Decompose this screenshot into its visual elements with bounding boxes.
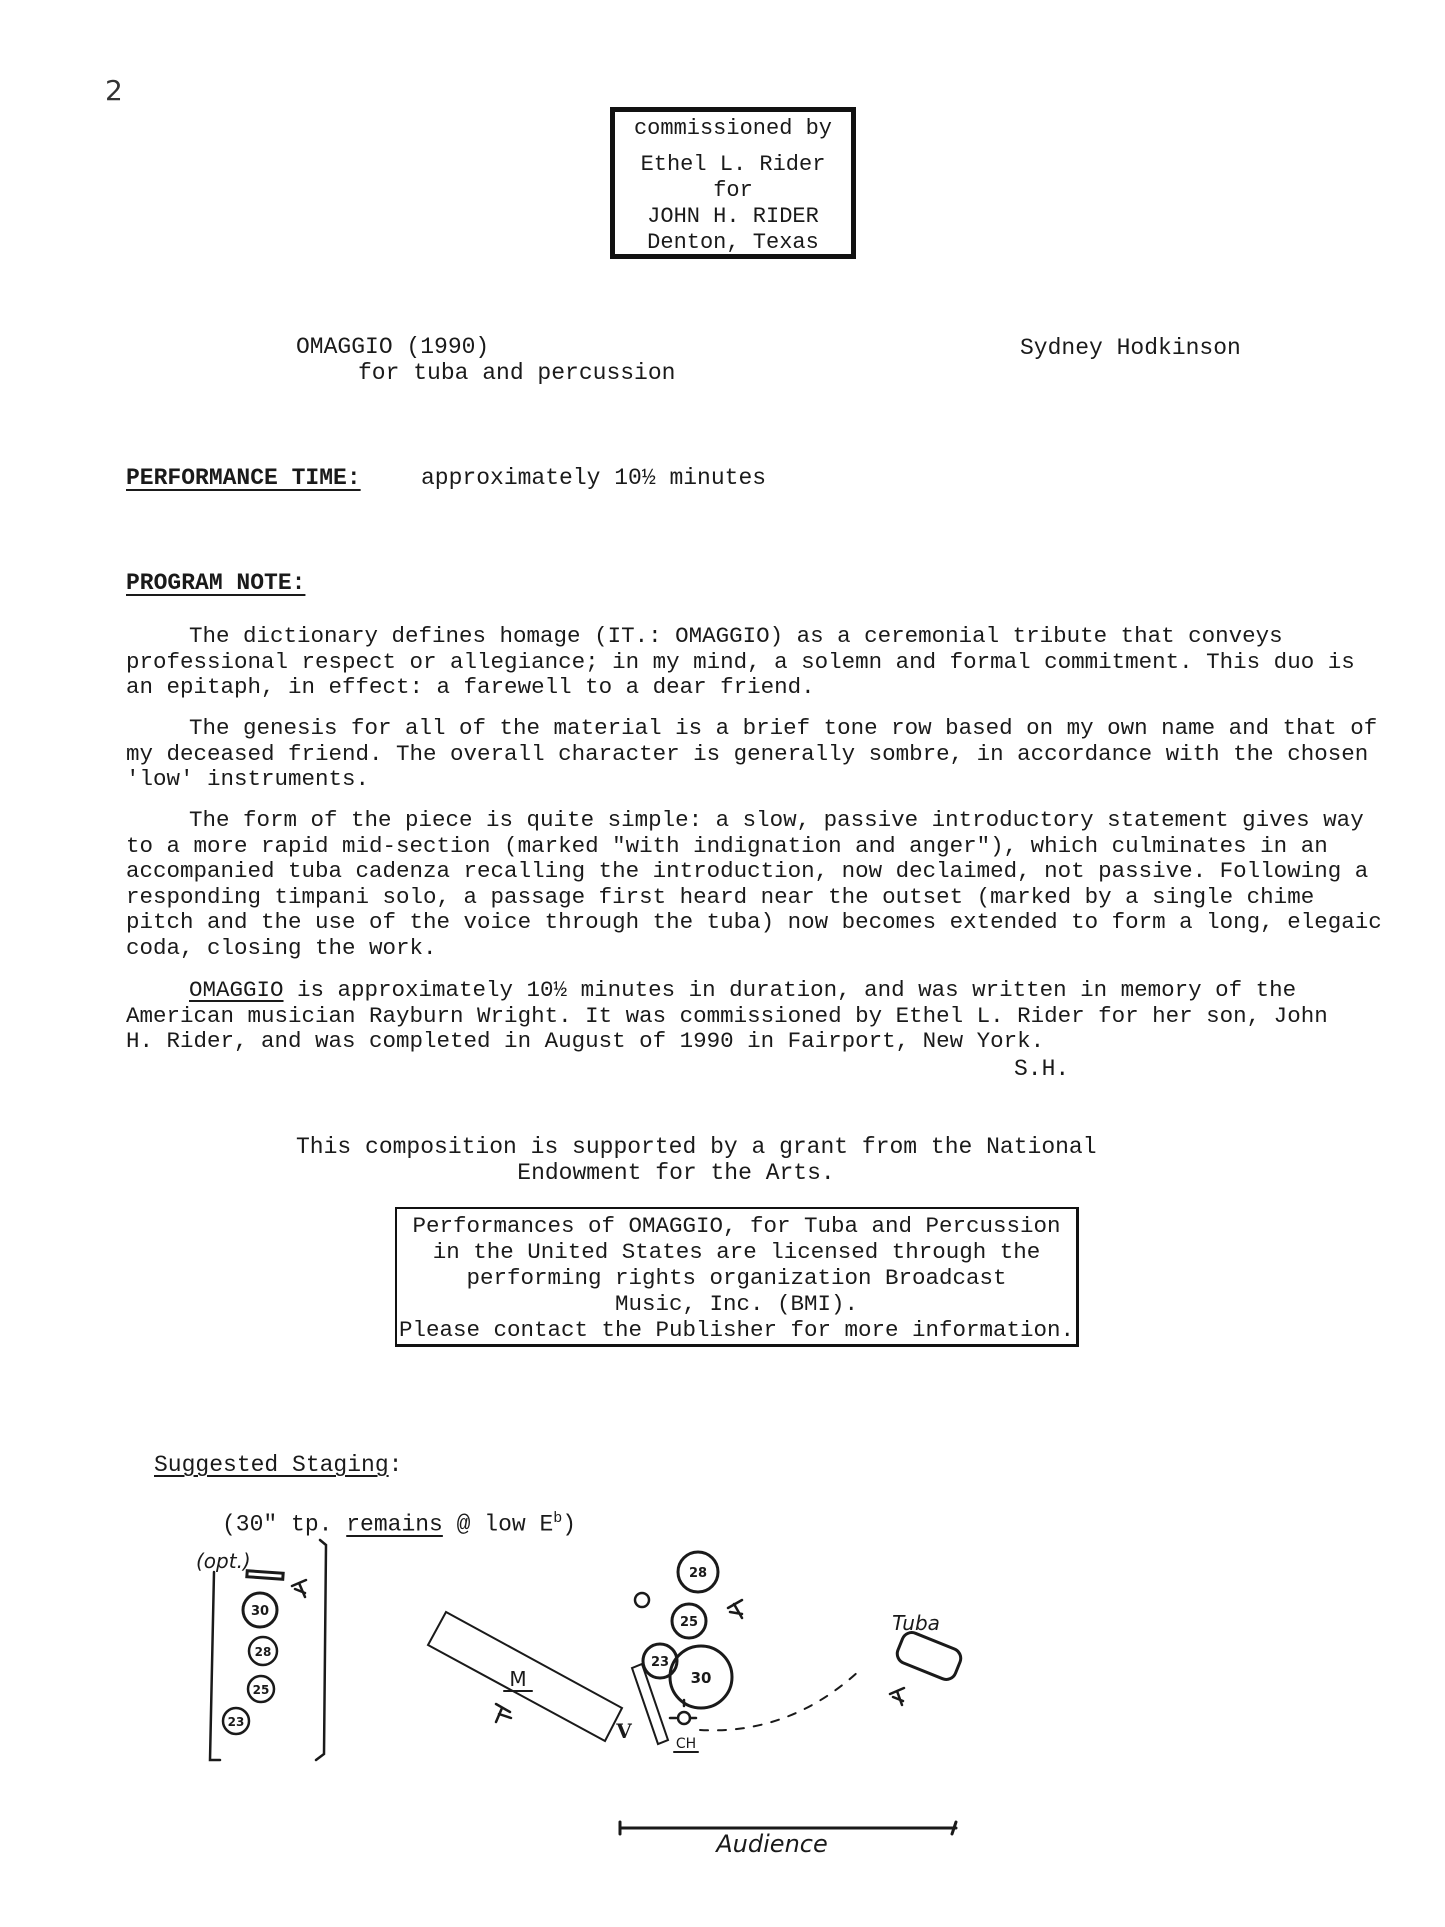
audience-label: Audience xyxy=(716,1830,828,1858)
drum-size-label: 23 xyxy=(227,1715,245,1729)
chime-icon xyxy=(678,1712,690,1724)
paragraph-line: 'low' instruments. xyxy=(126,766,370,792)
paragraph-line: my deceased friend. The overall character is generally sombre, in accordance with the chosen xyxy=(126,740,1369,767)
author-initials: S.H. xyxy=(1014,1056,1070,1082)
license-line: Please contact the Publisher for more information. xyxy=(398,1317,1075,1343)
license-line: performing rights organization Broadcast xyxy=(466,1265,1007,1291)
paragraph-line: The genesis for all of the material is a brief tone row based on my own name and that of xyxy=(189,715,1378,741)
right-bracket xyxy=(316,1540,326,1760)
license-line: in the United States are licensed through the xyxy=(432,1239,1041,1265)
program-note-label: PROGRAM NOTE: xyxy=(126,570,306,596)
paragraph-line: coda, closing the work. xyxy=(126,934,437,961)
drum-size-label: 23 xyxy=(650,1655,670,1670)
commission-line: Ethel L. Rider xyxy=(640,152,826,177)
chime-label: CH xyxy=(675,1736,697,1752)
paragraph-line: responding timpani solo, a passage first heard near the outset (marked by a single chime xyxy=(126,883,1315,910)
work-subtitle: for tuba and percussion xyxy=(358,360,676,386)
movement-path xyxy=(700,1670,860,1730)
composer-name: Sydney Hodkinson xyxy=(1020,335,1241,361)
optional-label: (opt.) xyxy=(196,1549,251,1573)
staging-heading-text: Suggested Staging xyxy=(154,1452,389,1478)
note-text: @ low E xyxy=(442,1511,554,1538)
commission-line: for xyxy=(713,178,753,203)
player-icon xyxy=(728,1600,742,1618)
player-icon xyxy=(890,1688,904,1705)
note-text: ) xyxy=(562,1511,577,1538)
paragraph-line: pitch and the use of the voice through the tuba) now becomes extended to form a long, elegaic xyxy=(126,909,1382,935)
work-title-inline: OMAGGIO xyxy=(189,977,284,1003)
paragraph-line: H. Rider, and was completed in August of 1990 in Fairport, New York. xyxy=(126,1028,1045,1054)
tuba-icon xyxy=(894,1630,963,1683)
commission-line: JOHN H. RIDER xyxy=(647,204,819,229)
staging-heading-colon: : xyxy=(388,1452,403,1478)
grant-line: Endowment for the Arts. xyxy=(517,1160,835,1186)
grant-line: This composition is supported by a grant from the National xyxy=(296,1134,1097,1160)
tuba-label: Tuba xyxy=(892,1611,940,1635)
paragraph-line: professional respect or allegiance; in my mind, a solemn and formal commitment. This duo is xyxy=(126,648,1355,675)
paragraph-line: The dictionary defines homage (IT.: OMAGGIO) as a ceremonial tribute that conveys xyxy=(189,623,1283,649)
commission-line: commissioned by xyxy=(633,116,833,141)
drum-size-label: 25 xyxy=(679,1615,699,1630)
commission-line: Denton, Texas xyxy=(647,230,819,255)
paragraph-line: accompanied tuba cadenza recalling the introduction, now declaimed, not passive. Following a xyxy=(126,858,1369,884)
paragraph-line: an epitaph, in effect: a farewell to a dear friend. xyxy=(126,674,815,700)
performance-time-value: approximately 10½ minutes xyxy=(421,465,767,491)
drum-size-label: 28 xyxy=(254,1645,272,1659)
license-line: Performances of OMAGGIO, for Tuba and Percussion xyxy=(412,1213,1061,1239)
drum-size-label: 28 xyxy=(688,1566,708,1581)
license-line: Music, Inc. (BMI). xyxy=(614,1291,859,1317)
left-bracket xyxy=(210,1572,220,1760)
drum-size-label: 30 xyxy=(250,1604,270,1619)
player-icon xyxy=(292,1580,306,1597)
marimba-label: M xyxy=(509,1667,527,1691)
small-instrument-icon xyxy=(635,1593,649,1607)
vibraphone-label: V xyxy=(616,1719,632,1743)
player-icon xyxy=(496,1704,511,1722)
work-title: OMAGGIO (1990) xyxy=(296,334,490,360)
paragraph-text: is approximately 10½ minutes in duration, and was written in memory of the xyxy=(283,977,1297,1003)
paragraph-line: The form of the piece is quite simple: a slow, passive introductory statement gives way xyxy=(189,807,1364,833)
drum-size-label: 25 xyxy=(252,1683,270,1697)
paragraph-line: American musician Rayburn Wright. It was commissioned by Ethel L. Rider for her son, John xyxy=(126,1002,1328,1029)
paragraph-line: to a more rapid mid-section (marked "with indignation and anger"), which culminates in an xyxy=(126,832,1328,859)
note-text: (30" tp. xyxy=(222,1511,347,1538)
chime-bar-icon xyxy=(247,1571,283,1579)
page-number: 2 xyxy=(105,74,123,107)
performance-time-label: PERFORMANCE TIME: xyxy=(126,465,361,491)
note-text-underlined: remains xyxy=(346,1511,443,1538)
drum-size-label: 30 xyxy=(690,1669,712,1687)
flat-sign: b xyxy=(553,1510,563,1527)
